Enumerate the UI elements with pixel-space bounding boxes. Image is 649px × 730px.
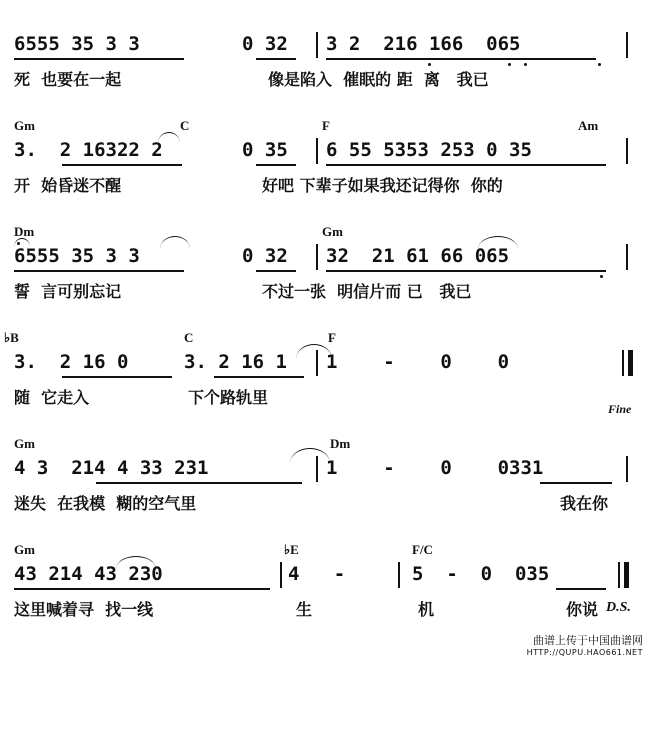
- lyric-line: 我在你: [560, 494, 609, 513]
- ds-mark: D.S.: [606, 600, 631, 615]
- chord-symbol: ♭E: [284, 542, 299, 557]
- lyric-line: 随 它走入: [14, 388, 90, 407]
- lyric-line: 迷失 在我模 糊的空气里: [14, 494, 197, 513]
- chord-symbol: Am: [578, 118, 599, 133]
- lyrics-row: [0, 67, 649, 91]
- beam-line: [14, 270, 184, 272]
- beam-line: [14, 58, 184, 60]
- octave-dot: [508, 63, 511, 66]
- lyric-line: 开 始昏迷不醒: [14, 176, 122, 195]
- chord-symbol: F/C: [412, 542, 433, 557]
- beam-line: [214, 376, 304, 378]
- chord-symbol: Gm: [14, 436, 35, 451]
- lyric-line: 生: [296, 600, 313, 619]
- watermark-url: HTTP://QUPU.HAO661.NET: [526, 648, 643, 657]
- note-segment: 4 3 214 4 33 231: [14, 457, 209, 479]
- score-system-3: [0, 224, 649, 324]
- lyric-line: 死 也要在一起: [14, 70, 122, 89]
- lyrics-row: [0, 173, 649, 197]
- lyric-line: 不过一张 明信片而 已 我已: [262, 282, 472, 301]
- octave-dot: [17, 242, 20, 245]
- chord-row: [0, 224, 649, 242]
- lyrics-row: [0, 597, 649, 621]
- chord-symbol: Gm: [14, 118, 35, 133]
- beam-line: [326, 164, 606, 166]
- lyric-line: 誓 言可别忘记: [14, 282, 122, 301]
- octave-dot: [428, 63, 431, 66]
- chord-symbol: Gm: [14, 542, 35, 557]
- chord-symbol: Dm: [14, 224, 35, 239]
- final-barline: [628, 350, 633, 376]
- chord-row: [0, 542, 649, 560]
- fine-mark: Fine: [608, 402, 632, 416]
- watermark-footer: [527, 632, 643, 657]
- chord-symbol: C: [180, 118, 190, 133]
- lyric-line: 这里喊着寻 找一线: [14, 600, 154, 619]
- barline: [316, 456, 318, 482]
- note-segment: 0 32: [242, 33, 288, 55]
- lyric-line: 像是陷入 催眠的 距 离 我已: [268, 70, 489, 89]
- barline: [280, 562, 282, 588]
- beam-line: [326, 58, 596, 60]
- barline: [316, 244, 318, 270]
- chord-symbol: Dm: [330, 436, 351, 451]
- chord-row: [0, 330, 649, 348]
- barline: [316, 350, 318, 376]
- note-segment: 1 - 0 0: [326, 351, 510, 373]
- note-segment: 1 - 0 0331: [326, 457, 544, 479]
- lyric-line: 好吧 下辈子如果我还记得你 你的: [262, 176, 503, 195]
- barline: [618, 562, 620, 588]
- barline: [626, 244, 628, 270]
- barline: [398, 562, 400, 588]
- note-segment: 5 - 0 035: [412, 563, 550, 585]
- notes-row: [0, 138, 649, 168]
- notes-row: [0, 32, 649, 62]
- barline: [626, 456, 628, 482]
- final-barline: [624, 562, 629, 588]
- beam-line: [556, 588, 606, 590]
- note-segment: 3. 2 16 0: [14, 351, 129, 373]
- barline: [316, 32, 318, 58]
- barline: [626, 32, 628, 58]
- lyrics-row: [0, 385, 649, 409]
- notes-row: [0, 350, 649, 380]
- note-segment: 3. 2 16322 2: [14, 139, 163, 161]
- barline: [622, 350, 624, 376]
- lyric-line: 机: [418, 600, 435, 619]
- score-system-6: [0, 542, 649, 642]
- beam-line: [256, 58, 296, 60]
- octave-dot: [524, 63, 527, 66]
- lyric-line: 你说: [566, 600, 599, 619]
- note-segment: 6555 35 3 3: [14, 245, 140, 267]
- beam-line: [326, 270, 606, 272]
- lyrics-row: [0, 279, 649, 303]
- note-segment: 3 2 216 166 065: [326, 33, 521, 55]
- note-segment: 3. 2 16 1: [184, 351, 287, 373]
- lyrics-row: [0, 491, 649, 515]
- note-segment: 32 21 61 66 065: [326, 245, 510, 267]
- score-system-5: [0, 436, 649, 536]
- beam-line: [256, 270, 296, 272]
- barline: [626, 138, 628, 164]
- beam-line: [62, 164, 182, 166]
- note-segment: 6555 35 3 3: [14, 33, 140, 55]
- chord-symbol: F: [328, 330, 336, 345]
- watermark-site: 曲谱上传于中国曲谱网: [533, 634, 643, 647]
- barline: [316, 138, 318, 164]
- notes-row: [0, 562, 649, 592]
- chord-row: [0, 118, 649, 136]
- chord-symbol: C: [184, 330, 194, 345]
- chord-symbol: ♭B: [4, 330, 19, 345]
- beam-line: [14, 588, 270, 590]
- note-segment: 0 32: [242, 245, 288, 267]
- chord-row: [0, 436, 649, 454]
- chord-symbol: Gm: [322, 224, 343, 239]
- note-segment: 4 -: [288, 563, 346, 585]
- lyric-line: 下个路轨里: [188, 388, 269, 407]
- chord-symbol: F: [322, 118, 330, 133]
- octave-dot: [600, 275, 603, 278]
- octave-dot: [598, 63, 601, 66]
- score-system-2: [0, 118, 649, 218]
- notes-row: [0, 456, 649, 486]
- beam-line: [62, 376, 172, 378]
- note-segment: 6 55 5353 253 0 35: [326, 139, 532, 161]
- note-segment: 43 214 43 230: [14, 563, 163, 585]
- score-system-4: [0, 330, 649, 430]
- notes-row: [0, 244, 649, 274]
- score-system-1: [0, 12, 649, 112]
- beam-line: [540, 482, 612, 484]
- beam-line: [256, 164, 296, 166]
- note-segment: 0 35: [242, 139, 288, 161]
- beam-line: [96, 482, 302, 484]
